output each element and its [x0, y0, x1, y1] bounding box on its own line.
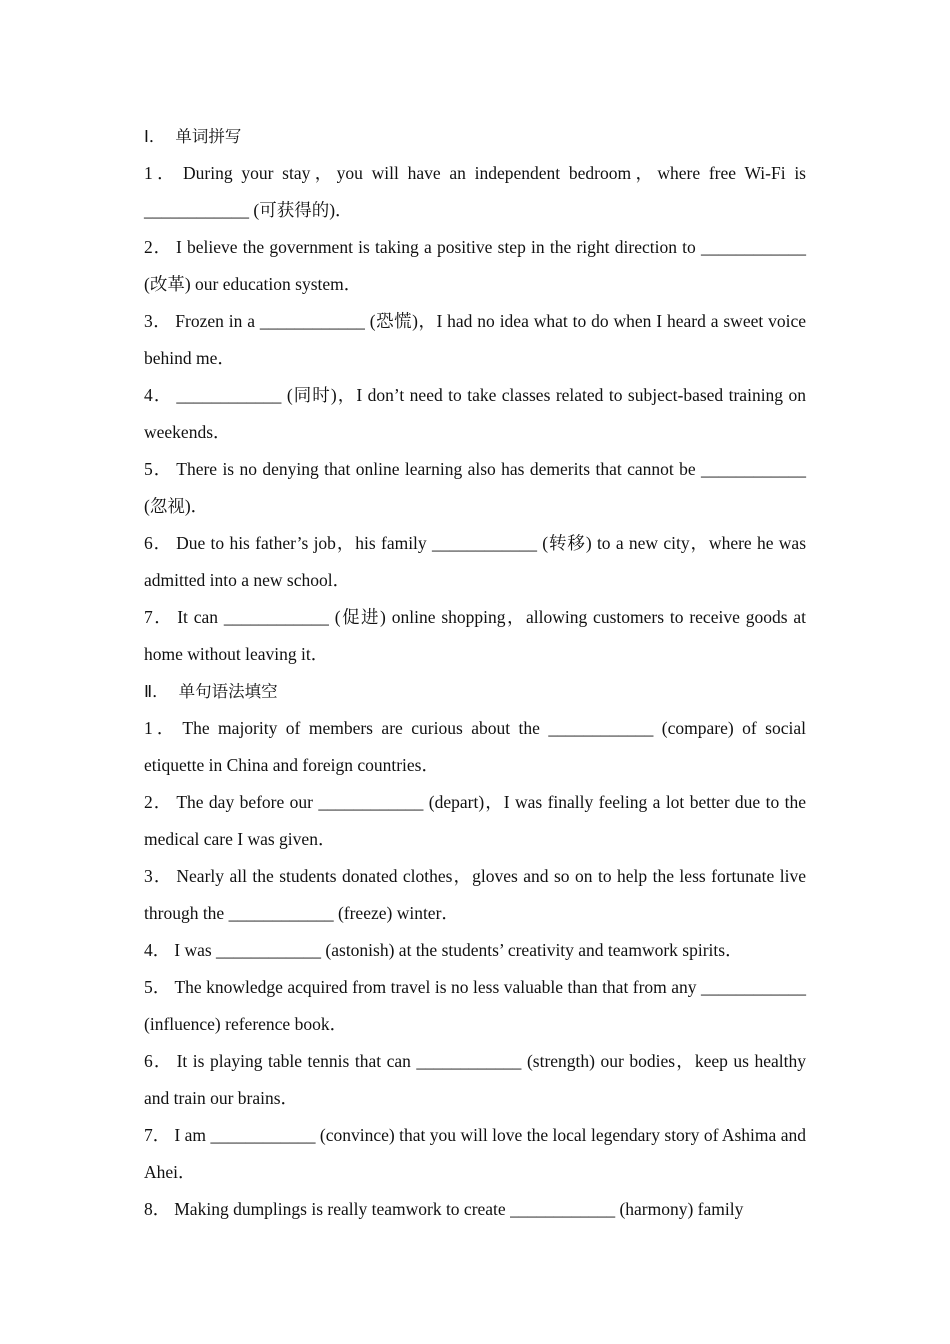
worksheet-page: [144, 118, 806, 1228]
question-number: 5．: [144, 977, 171, 997]
question-text: ____________ (同时)，I don’t need to take classes related to subject-based training on weekends．: [144, 385, 806, 442]
question-text: During your stay，you will have an independent bedroom，where free Wi-Fi is ____________ (可获得的)．: [144, 163, 806, 220]
question-number: 2．: [144, 237, 172, 257]
question-text: It can ____________ (促进) online shopping，allowing customers to receive goods at home without leaving it．: [144, 607, 806, 664]
question-text: The knowledge acquired from travel is no less valuable than that from any ____________ (influence) reference book．: [144, 977, 807, 1034]
question-number: 7．: [144, 607, 174, 627]
section-2-heading: [144, 673, 806, 710]
s1-question-4: [144, 377, 806, 451]
question-number: 1．: [144, 718, 179, 738]
section-1-heading: [144, 118, 806, 155]
section-1-title: 单词拼写: [175, 127, 242, 146]
s1-question-1: [144, 155, 806, 229]
question-text: Nearly all the students donated clothes，gloves and so on to help the less fortunate live through the ____________ (freeze) winter．: [144, 866, 806, 923]
section-2-title: 单句语法填空: [178, 682, 278, 701]
s2-question-7: [144, 1117, 806, 1191]
s2-question-5: [144, 969, 806, 1043]
question-text: There is no denying that online learning also has demerits that cannot be ____________ (忽视)．: [144, 459, 807, 516]
s2-question-1: [144, 710, 806, 784]
question-text: Making dumplings is really teamwork to create ____________ (harmony) family: [174, 1199, 744, 1219]
section-1-number: Ⅰ．: [144, 127, 166, 146]
question-text: Frozen in a ____________ (恐慌)，I had no idea what to do when I heard a sweet voice behind me．: [144, 311, 806, 368]
question-number: 3．: [144, 311, 172, 331]
question-text: I was ____________ (astonish) at the students’ creativity and teamwork spirits．: [174, 940, 743, 960]
question-number: 6．: [144, 533, 173, 553]
section-2-number: Ⅱ．: [144, 682, 169, 701]
question-number: 1．: [144, 163, 179, 183]
question-number: 6．: [144, 1051, 173, 1071]
question-text: Due to his father’s job，his family ____________ (转移) to a new city，where he was admitted into a new school．: [144, 533, 807, 590]
s2-question-2: [144, 784, 806, 858]
question-text: The day before our ____________ (depart)，I was finally feeling a lot better due to the medical care I was given．: [144, 792, 806, 849]
question-number: 8．: [144, 1199, 171, 1219]
s1-question-2: [144, 229, 806, 303]
question-text: It is playing table tennis that can ____________ (strength) our bodies，keep us healthy and train our brains．: [144, 1051, 807, 1108]
s2-question-6: [144, 1043, 806, 1117]
s2-question-8: [144, 1191, 806, 1228]
question-number: 4．: [144, 385, 173, 405]
question-text: I believe the government is taking a positive step in the right direction to ____________ (改革) our education system．: [144, 237, 807, 294]
question-number: 5．: [144, 459, 173, 479]
s2-question-4: [144, 932, 806, 969]
question-number: 4．: [144, 940, 171, 960]
question-text: The majority of members are curious about the ____________ (compare) of social etiquette in China and foreign countries．: [144, 718, 806, 775]
s2-question-3: [144, 858, 806, 932]
question-number: 2．: [144, 792, 173, 812]
s1-question-6: [144, 525, 806, 599]
s1-question-3: [144, 303, 806, 377]
question-number: 7．: [144, 1125, 171, 1145]
question-number: 3．: [144, 866, 173, 886]
question-text: I am ____________ (convince) that you will love the local legendary story of Ashima and Ahei．: [144, 1125, 807, 1182]
s1-question-7: [144, 599, 806, 673]
s1-question-5: [144, 451, 806, 525]
